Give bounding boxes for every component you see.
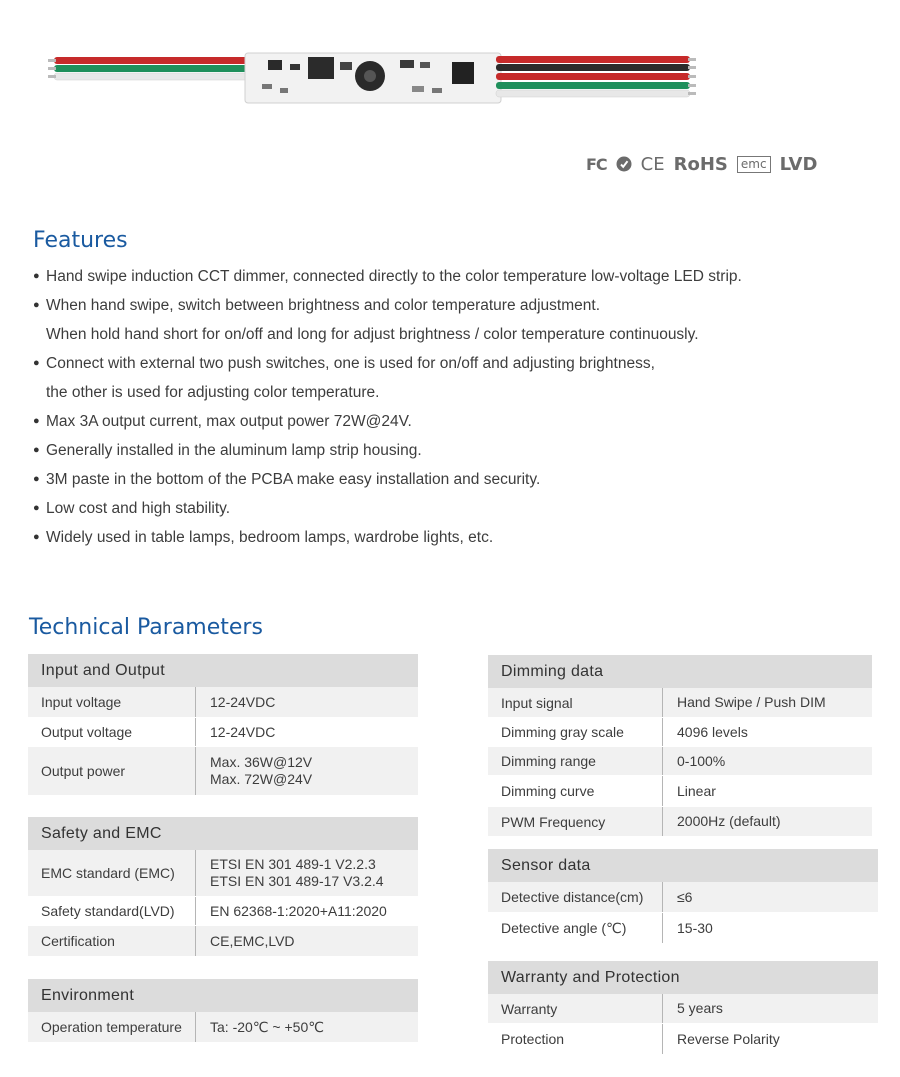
param-value: Reverse Polarity (677, 1030, 780, 1047)
feature-item: ● Widely used in table lamps, bedroom lamps, wardrobe lights, etc. (33, 523, 873, 552)
param-name: Input voltage (28, 687, 196, 717)
param-value: CE,EMC,LVD (210, 932, 295, 949)
param-name: Detective angle (℃) (488, 913, 663, 943)
table-row (28, 1012, 418, 1043)
features-heading: Features (33, 228, 128, 253)
param-name: Protection (488, 1024, 663, 1054)
right-wires (496, 56, 696, 97)
param-value: 5 years (677, 1000, 723, 1016)
param-name: Output voltage (28, 718, 196, 746)
param-name: Input signal (488, 688, 663, 717)
param-value: EN 62368-1:2020+A11:2020 (210, 902, 387, 919)
table-row (28, 897, 418, 926)
feature-item: ● Generally installed in the aluminum lamp strip housing. (33, 436, 873, 465)
feature-item: ● When hand swipe, switch between brightness and color temperature adjustment. When hold hand short for on/off and long for adjust brightness / color temperature continuously. (33, 291, 873, 349)
param-value: 0-100% (677, 752, 726, 769)
table-row (488, 807, 872, 837)
param-value: ≤6 (677, 888, 693, 905)
param-name: Warranty (488, 994, 663, 1023)
table-row (488, 776, 872, 807)
param-value: Max. 36W@12V Max. 72W@24V (210, 754, 313, 787)
features-list (33, 262, 873, 552)
table-header: Sensor data (488, 849, 878, 882)
environment-table (28, 979, 418, 1043)
param-name: Output power (28, 747, 196, 795)
pcb-board (245, 53, 501, 103)
param-value: 15-30 (677, 919, 713, 936)
table-row (488, 1024, 878, 1055)
table-row (488, 882, 878, 913)
table-header: Warranty and Protection (488, 961, 878, 994)
lvd-mark: LVD (779, 153, 818, 175)
param-name: Dimming range (488, 747, 663, 775)
table-header: Environment (28, 979, 418, 1012)
table-row (28, 687, 418, 718)
param-value: Linear (677, 782, 716, 799)
param-value: 12-24VDC (210, 723, 276, 740)
param-value: Hand Swipe / Push DIM (677, 694, 826, 710)
input-output-table (28, 654, 418, 796)
param-name: EMC standard (EMC) (28, 850, 196, 896)
table-row (28, 926, 418, 957)
rcm-mark-icon (616, 156, 632, 172)
technical-parameters-heading: Technical Parameters (29, 615, 263, 640)
param-value: 12-24VDC (210, 693, 276, 710)
feature-item: ● Low cost and high stability. (33, 494, 873, 523)
rohs-mark: RoHS (673, 153, 728, 175)
param-name: Certification (28, 926, 196, 956)
param-name: Safety standard(LVD) (28, 897, 196, 925)
param-name: Dimming gray scale (488, 718, 663, 746)
table-row (488, 994, 878, 1024)
left-wires (48, 57, 250, 80)
table-row (488, 747, 872, 776)
table-row (28, 850, 418, 897)
table-row (28, 747, 418, 796)
table-header: Input and Output (28, 654, 418, 687)
param-name: Detective distance(cm) (488, 882, 663, 912)
fc-mark: FC (586, 154, 607, 174)
emc-mark: emc (737, 156, 771, 173)
param-value: 2000Hz (default) (677, 813, 781, 829)
certification-marks (586, 152, 817, 176)
table-row (488, 718, 872, 747)
feature-item: ● Max 3A output current, max output power 72W@24V. (33, 407, 873, 436)
product-image (40, 40, 700, 130)
feature-item: ● Hand swipe induction CCT dimmer, connected directly to the color temperature low-voltage LED strip. (33, 262, 873, 291)
table-row (28, 718, 418, 747)
param-value: Ta: -20℃ ~ +50℃ (210, 1018, 324, 1035)
warranty-protection-table (488, 961, 878, 1055)
param-name: Dimming curve (488, 776, 663, 806)
param-value: 4096 levels (677, 723, 748, 740)
dimming-data-table (488, 655, 872, 837)
table-header: Safety and EMC (28, 817, 418, 850)
param-name: Operation temperature (28, 1012, 196, 1042)
param-name: PWM Frequency (488, 807, 663, 836)
feature-item: ● Connect with external two push switches, one is used for on/off and adjusting brightness, the other is used for adjusting color temperature. (33, 349, 873, 407)
param-value: ETSI EN 301 489-1 V2.2.3 ETSI EN 301 489-17 V3.2.4 (210, 856, 384, 889)
ce-mark: CE (640, 153, 665, 175)
safety-emc-table (28, 817, 418, 957)
table-row (488, 913, 878, 944)
table-header: Dimming data (488, 655, 872, 688)
sensor-data-table (488, 849, 878, 944)
table-row (488, 688, 872, 718)
feature-item: ● 3M paste in the bottom of the PCBA make easy installation and security. (33, 465, 873, 494)
